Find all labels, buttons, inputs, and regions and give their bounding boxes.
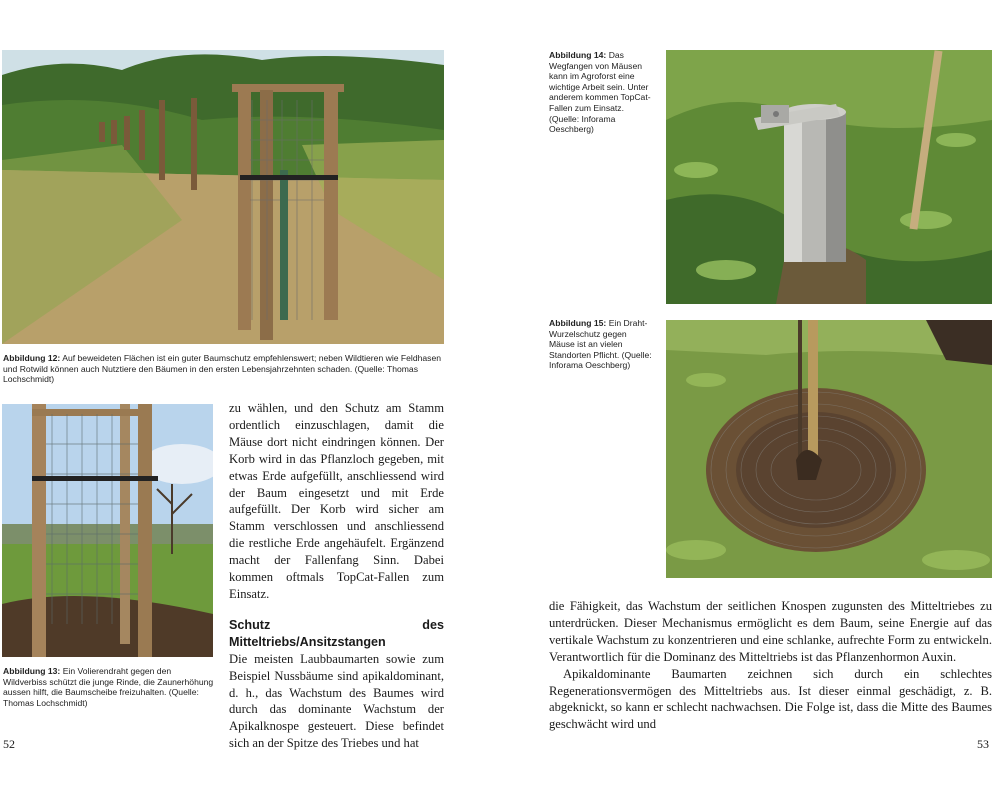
- figure-15-photo: [666, 320, 992, 578]
- paragraph: Die meisten Laubbaumarten sowie zum Beispiel Nussbäume sind apikaldominant, d. h., das Wachstum des Baumes wird durch das dominante Wachstum der Apikalknospe gesteuert. Diese befindet sich an der Spitze des Triebes und hat: [229, 651, 444, 751]
- paragraph: Apikaldominante Baumarten zeichnen sich durch ein schlechtes Regenerationsvermögen des Mitteltriebs aus. Ist dieser einmal geschädigt, z. B. abgeknickt, so kann er schlecht nachwachsen. Die Folge ist, dass die Mitte des Baumes geschwächt wird und: [549, 666, 992, 732]
- figure-14-label: Abbildung 14:: [549, 50, 607, 60]
- figure-13-photo: [2, 404, 213, 657]
- figure-14-text: Das Wegfangen von Mäusen kann im Agroforst eine wichtige Arbeit sein. Unter anderem kommen TopCat-Fallen zum Einsatz. (Quelle: Inforama Oeschberg): [549, 50, 651, 135]
- figure-12-text: Auf beweideten Flächen ist ein guter Baumschutz empfehlenswert; neben Wildtieren wie Feldhasen und Rotwild können auch Nutztiere den Bäumen in den ersten Lebensjahrzehnten schaden. (Quelle: Thomas Lochschmidt): [3, 353, 442, 385]
- left-column-text: [229, 400, 444, 752]
- figure-14-caption: [549, 50, 654, 135]
- figure-13-text: Ein Volierendraht gegen den Wildverbiss schützt die junge Rinde, die Zaunerhöhung aussen hilft, die Baumscheibe freizuhalten. (Quelle: Thomas Lochschmidt): [3, 666, 214, 708]
- figure-12-photo: [2, 50, 444, 344]
- page-number-right: 53: [977, 737, 989, 751]
- figure-14-photo: [666, 50, 992, 304]
- section-heading: Schutz des Mitteltriebs/Ansitzstangen: [229, 617, 444, 649]
- figure-15-caption: [549, 318, 654, 371]
- right-column-text: [549, 598, 992, 733]
- paragraph: zu wählen, und den Schutz am Stamm ordentlich einzuschlagen, damit die Mäuse dort nicht eindringen können. Der Korb wird in das Pflanzloch gegeben, mit etwas Erde aufgefüllt, anschliessend wird der Baum eingesetzt und mit Erde aufgefüllt. Der Korb wird sicher am Stamm verschlossen und anschliessend die restliche Erde angehäufelt. Ergänzend macht der Fallenfang Sinn. Dabei kommen oftmals TopCat-Fallen zum Einsatz.: [229, 401, 444, 601]
- figure-13-label: Abbildung 13:: [3, 666, 61, 676]
- figure-15-label: Abbildung 15:: [549, 318, 607, 328]
- page-number-left: 52: [3, 737, 15, 751]
- figure-12-label: Abbildung 12:: [3, 353, 61, 363]
- figure-15-text: Ein Draht-Wurzelschutz gegen Mäuse ist an vielen Standorten Pflicht. (Quelle: Inforama Oeschberg): [549, 318, 652, 371]
- paragraph: die Fähigkeit, das Wachstum der seitlichen Knospen zugunsten des Mitteltriebes zu unterdrücken. Dieser Mechanismus ermöglicht es dem Baum, seine Energie auf das vertikale Wachstum zu konzentrieren und eine schlanke, aufrechte Form zu entwickeln. Verantwortlich für die Dominanz des Mitteltriebs ist das Pflanzenhormon Auxin.: [549, 599, 992, 664]
- figure-13-caption: [3, 666, 215, 708]
- figure-12-caption: [3, 353, 444, 385]
